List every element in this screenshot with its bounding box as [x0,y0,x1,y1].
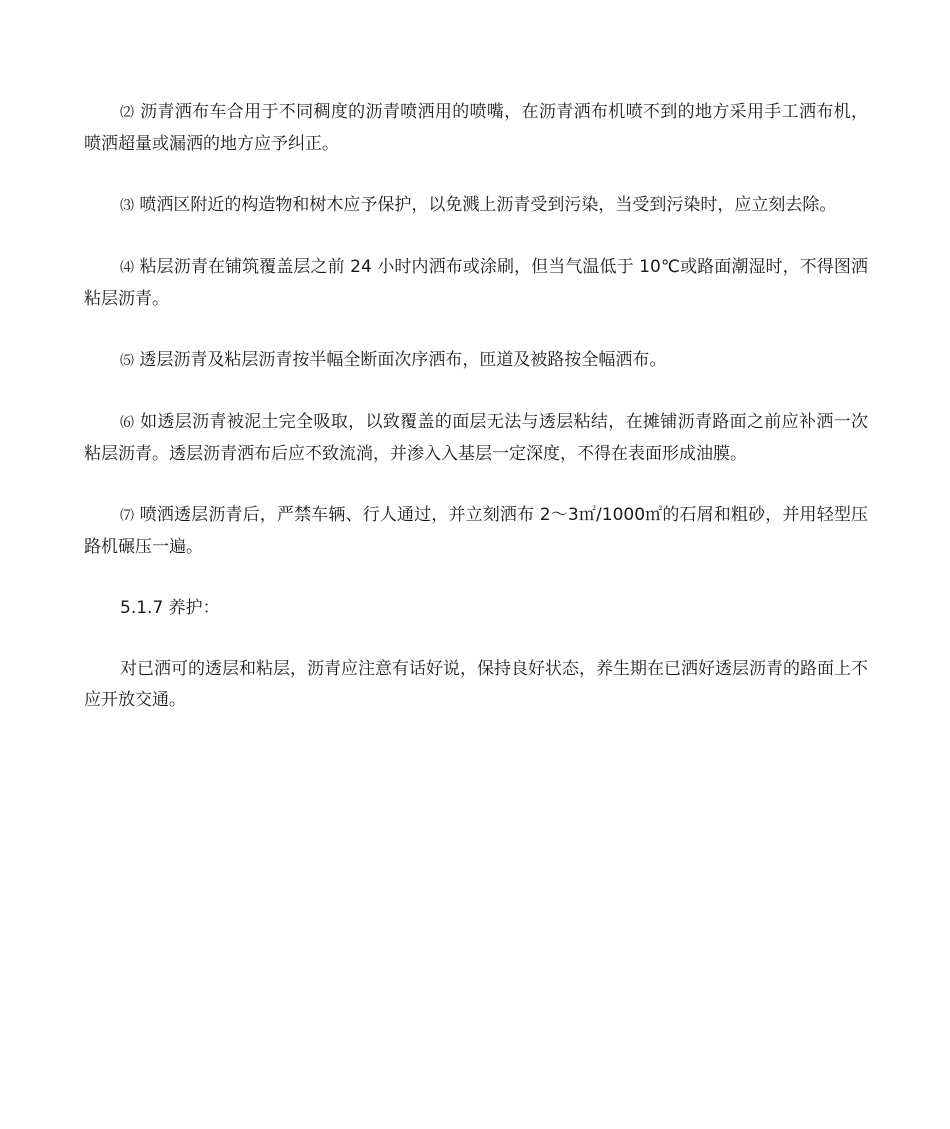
item-number: ⑷ [120,260,135,276]
paragraph-5 [84,345,868,377]
item-number: ⑶ [120,198,134,214]
paragraph-text: 如透层沥青被泥土完全吸取，以致覆盖的面层无法与透层粘结，在摊铺沥青路面之前应补洒一次粘层沥青。透层沥青洒布后应不致流淌，并渗入入基层一定深度，不得在表面形成油膜。 [84,412,869,464]
item-number: ⑸ [120,353,134,369]
paragraph-text: 粘层沥青在铺筑覆盖层之前 24 小时内洒布或涂刷，但当气温低于 10℃或路面潮湿时，不得图洒粘层沥青。 [84,257,868,309]
item-number: ⑵ [120,105,135,121]
paragraph-7 [84,500,868,563]
paragraph-6 [84,407,868,470]
paragraph-text: 透层沥青及粘层沥青按半幅全断面次序洒布，匝道及被路按全幅洒布。 [139,350,667,370]
item-number: ⑺ [120,508,135,524]
paragraph-3 [84,190,868,222]
document-page [84,97,868,746]
final-paragraph: 对已洒可的透层和粘层，沥青应注意有话好说，保持良好状态，养生期在已洒好透层沥青的路面上不应开放交通。 [84,659,868,710]
paragraph-text: 喷洒区附近的构造物和树木应予保护，以免溅上沥青受到污染，当受到污染时，应立刻去除。 [139,195,837,215]
paragraph-4 [84,252,868,315]
paragraph-text: 沥青洒布车合用于不同稠度的沥青喷洒用的喷嘴，在沥青洒布机喷不到的地方采用手工洒布机，喷洒超量或漏洒的地方应予纠正。 [84,102,869,154]
item-number: ⑹ [120,415,135,431]
paragraph-2 [84,97,868,160]
paragraph-text: 喷洒透层沥青后，严禁车辆、行人通过，并立刻洒布 2～3㎡/1000㎡的石屑和粗砂，并用轻型压路机碾压一遍。 [84,505,869,557]
section-heading: 5.1.7 养护： [120,598,220,618]
